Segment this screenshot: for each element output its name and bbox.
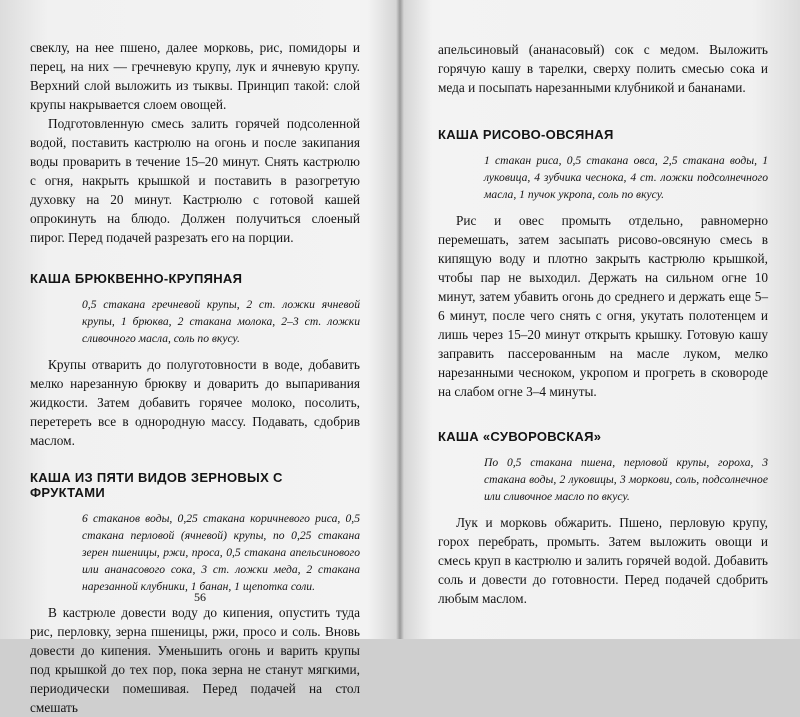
ingredients-list: По 0,5 стакана пшена, перловой крупы, гороха, 3 стакана воды, 2 луковицы, 3 моркови, соль, подсолнечное или сливочное масло по вкусу.	[484, 456, 768, 503]
recipe-instructions: Рис и овес промыть отдельно, равномерно перемешать, затем засыпать рисово-овсяную смесь в кипящую воду и плотно закрыть кастрюлю крышкой, чтобы пар не выходил. Держать на сильном огне 10 минут, затем убавить огонь до среднего и держать еще 5–6 минут, после чего снять с огня, укутать полотенцем и лишь через 15–20 минут открыть крышку. Готовую кашу заправить пассерованным на масле луком, мелко нарезанными чесноком, укропом и прогреть в сковороде на слабом огне 3–4 минуты.	[438, 213, 768, 399]
continued-paragraph: апельсиновый (ананасовый) сок с медом. Выложить горячую кашу в тарелки, сверху полить смесью сока и меда и посыпать нарезанными клубникой и бананами.	[438, 42, 768, 95]
right-page	[408, 0, 800, 639]
recipe-title: КАША БРЮКВЕННО-КРУПЯНАЯ	[30, 271, 243, 286]
recipe-title: КАША РИСОВО-ОВСЯНАЯ	[438, 127, 614, 142]
ingredients-list: 6 стаканов воды, 0,25 стакана коричневого риса, 0,5 стакана перловой (ячневой) крупы, по 0,25 стакана зерен пшеницы, ржи, проса, 0,5 стакана апельсинового или ананасового сока, 3 ст. ложки меда, 2 стакана нарезанной клубники, 1 банан, 1 щепотка соли.	[82, 512, 360, 593]
ingredients-list: 0,5 стакана гречневой крупы, 2 ст. ложки ячневой крупы, 1 брюква, 2 стакана молока, 2–3 ст. ложки сливочного масла, соль по вкусу.	[82, 298, 360, 345]
left-page	[0, 0, 400, 715]
recipe-title: КАША ИЗ ПЯТИ ВИДОВ ЗЕРНОВЫХ С ФРУКТАМИ	[30, 470, 283, 500]
recipe-instructions: Лук и морковь обжарить. Пшено, перловую крупу, горох перебрать, промыть. Затем выложить овощи и смесь круп в кастрюлю и залить горячей водой. Добавить соль и довести до готовности. Перед подачей сдобрить любым маслом.	[438, 515, 768, 606]
continued-paragraph: свеклу, на нее пшено, далее морковь, рис, помидоры и перец, на них — гречневую крупу, лук и ячневую крупу. Верхний слой выложить из тыквы. Принцип такой: слой крупы накрывается слоем овощей.	[30, 40, 360, 112]
recipe-instructions: В кастрюле довести воду до кипения, опустить туда рис, перловку, зерна пшеницы, ржи, просо и соль. Вновь довести до кипения. Уменьшить огонь и варить крупы под крышкой до тех пор, пока зерна не станут мягкими, периодически помешивая. Перед подачей на стол смешать	[30, 605, 360, 715]
recipe-title: КАША «СУВОРОВСКАЯ»	[438, 429, 602, 444]
page-number: 56	[194, 590, 206, 604]
recipe-instructions: Крупы отварить до полуготовности в воде, добавить мелко нарезанную брюкву и доварить до выпаривания жидкости. Затем добавить горячее молоко, посолить, перетереть все в однородную массу. Подавать, сдобрив маслом.	[30, 357, 360, 448]
ingredients-list: 1 стакан риса, 0,5 стакана овса, 2,5 стакана воды, 1 луковица, 4 зубчика чеснока, 4 ст. ложки подсолнечного масла, 1 пучок укропа, соль по вкусу.	[484, 154, 768, 201]
method-paragraph: Подготовленную смесь залить горячей подсоленной водой, поставить кастрюлю на огонь и после закипания воды проварить в течение 15–20 минут. Снять кастрюлю с огня, накрыть крышкой и поставить в разогретую духовку на 20 минут. Кастрюлю с готовой кашей опрокинуть на блюдо. Должен получиться слоеный пирог. Перед подачей разрезать его на порции.	[30, 116, 360, 245]
